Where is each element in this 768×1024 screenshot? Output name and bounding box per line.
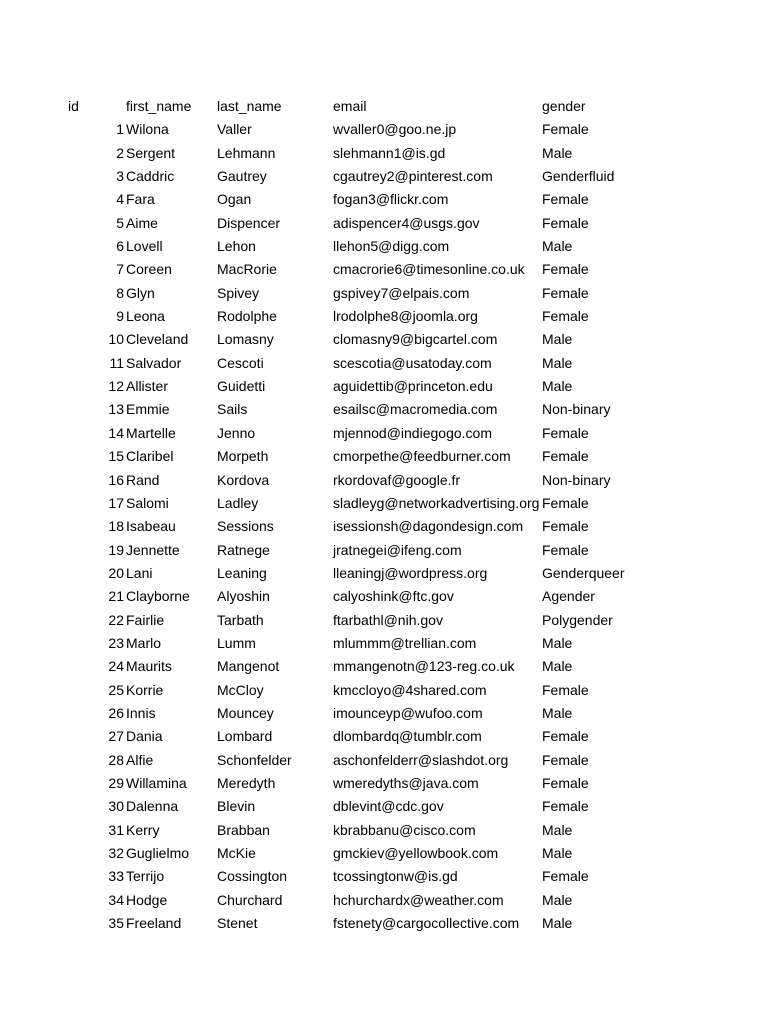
first-name-cell: Fairlie [126, 611, 165, 628]
gender-cell: Female [542, 541, 589, 558]
gender-cell: Male [542, 378, 573, 395]
email-cell: fstenety@cargocollective.com [333, 915, 520, 932]
table-row [0, 352, 768, 375]
table-row [0, 118, 768, 141]
id-cell: 16 [108, 471, 124, 488]
id-cell: 24 [108, 658, 124, 675]
first-name-cell: Glyn [126, 284, 155, 301]
first-name-cell: Dalenna [126, 798, 179, 815]
gender-cell: Female [542, 121, 589, 138]
last-name-cell: Schonfelder [217, 751, 292, 768]
table-row [0, 235, 768, 258]
last-name-cell: Churchard [217, 891, 283, 908]
email-cell: dlombardq@tumblr.com [333, 728, 482, 745]
last-name-cell: Valler [217, 121, 252, 138]
gender-cell: Female [542, 191, 589, 208]
header-id: id [68, 98, 79, 114]
gender-cell: Male [542, 704, 573, 721]
table-row [0, 889, 768, 912]
id-cell: 29 [108, 774, 124, 791]
table-row [0, 609, 768, 632]
last-name-cell: Dispencer [217, 214, 281, 231]
first-name-cell: Freeland [126, 915, 182, 932]
first-name-cell: Sergent [126, 144, 176, 161]
id-cell: 11 [109, 354, 124, 371]
gender-cell: Genderqueer [542, 564, 625, 581]
first-name-cell: Hodge [126, 891, 168, 908]
email-cell: esailsc@macromedia.com [333, 401, 498, 418]
table-row [0, 772, 768, 795]
last-name-cell: Gautrey [217, 168, 267, 185]
first-name-cell: Emmie [126, 401, 170, 418]
email-cell: llehon5@digg.com [333, 238, 450, 255]
last-name-cell: Tarbath [217, 611, 264, 628]
email-cell: gspivey7@elpais.com [333, 284, 470, 301]
id-cell: 31 [108, 821, 124, 838]
table-row [0, 212, 768, 235]
gender-cell: Female [542, 308, 589, 325]
id-cell: 9 [116, 308, 124, 325]
last-name-cell: Leaning [217, 564, 267, 581]
id-cell: 22 [108, 611, 124, 628]
gender-cell: Female [542, 518, 589, 535]
last-name-cell: Mangenot [217, 658, 280, 675]
gender-cell: Genderfluid [542, 168, 615, 185]
email-cell: mjennod@indiegogo.com [333, 424, 492, 441]
id-cell: 15 [108, 448, 124, 465]
table-row [0, 445, 768, 468]
last-name-cell: Lumm [217, 634, 256, 651]
table-row [0, 865, 768, 888]
email-cell: wmeredyths@java.com [333, 774, 479, 791]
gender-cell: Polygender [542, 611, 613, 628]
last-name-cell: Lehmann [217, 144, 276, 161]
id-cell: 17 [108, 494, 124, 511]
table-row [0, 842, 768, 865]
gender-cell: Female [542, 214, 589, 231]
gender-cell: Female [542, 424, 589, 441]
id-cell: 5 [116, 214, 124, 231]
last-name-cell: Alyoshin [217, 588, 270, 605]
first-name-cell: Jennette [126, 541, 180, 558]
gender-cell: Male [542, 331, 573, 348]
id-cell: 21 [108, 588, 124, 605]
email-cell: aschonfelderr@slashdot.org [333, 751, 509, 768]
table-row [0, 562, 768, 585]
table-row [0, 655, 768, 678]
table-row [0, 749, 768, 772]
table-row [0, 258, 768, 281]
table-row [0, 702, 768, 725]
first-name-cell: Lani [126, 564, 153, 581]
gender-cell: Male [542, 845, 573, 861]
gender-cell: Female [542, 868, 589, 885]
table-body [0, 118, 768, 935]
last-name-cell: Lombard [217, 728, 273, 745]
email-cell: jratnegei@ifeng.com [333, 541, 462, 558]
table-row [0, 188, 768, 211]
table-row [0, 398, 768, 421]
first-name-cell: Korrie [126, 681, 164, 698]
first-name-cell: Maurits [126, 658, 172, 675]
first-name-cell: Claribel [126, 448, 174, 465]
table-row [0, 282, 768, 305]
email-cell: mlummm@trellian.com [333, 634, 477, 651]
first-name-cell: Cleveland [126, 331, 189, 348]
first-name-cell: Kerry [126, 821, 160, 838]
header-email: email [333, 98, 367, 114]
last-name-cell: McKie [217, 845, 256, 861]
table-row [0, 492, 768, 515]
last-name-cell: Meredyth [217, 774, 276, 791]
last-name-cell: Mouncey [217, 704, 274, 721]
email-cell: gmckiev@yellowbook.com [333, 845, 499, 861]
gender-cell: Female [542, 751, 589, 768]
id-cell: 35 [108, 915, 124, 932]
first-name-cell: Allister [126, 378, 169, 395]
gender-cell: Female [542, 774, 589, 791]
email-cell: adispencer4@usgs.gov [333, 214, 480, 231]
last-name-cell: Brabban [217, 821, 270, 838]
last-name-cell: Ratnege [217, 541, 270, 558]
email-cell: hchurchardx@weather.com [333, 891, 504, 908]
header-row [0, 95, 768, 118]
table-row [0, 585, 768, 608]
gender-cell: Female [542, 284, 589, 301]
last-name-cell: Morpeth [217, 448, 269, 465]
id-cell: 30 [108, 798, 124, 815]
gender-cell: Agender [542, 588, 595, 605]
gender-cell: Male [542, 821, 573, 838]
last-name-cell: Blevin [217, 798, 256, 815]
id-cell: 3 [116, 168, 124, 185]
last-name-cell: McCloy [217, 681, 264, 698]
id-cell: 6 [116, 238, 124, 255]
id-cell: 26 [108, 704, 124, 721]
id-cell: 8 [116, 284, 124, 301]
last-name-cell: Stenet [217, 915, 258, 932]
email-cell: imounceyp@wufoo.com [333, 704, 483, 721]
gender-cell: Male [542, 238, 573, 255]
first-name-cell: Guglielmo [126, 845, 190, 861]
email-cell: lrodolphe8@joomla.org [333, 308, 478, 325]
id-cell: 10 [108, 331, 124, 348]
first-name-cell: Leona [126, 308, 165, 325]
gender-cell: Male [542, 144, 573, 161]
last-name-cell: Cescoti [217, 354, 264, 371]
gender-cell: Male [542, 658, 573, 675]
id-cell: 18 [108, 518, 124, 535]
first-name-cell: Caddric [126, 168, 175, 185]
first-name-cell: Willamina [126, 774, 187, 791]
email-cell: lleaningj@wordpress.org [333, 564, 488, 581]
first-name-cell: Alfie [126, 751, 154, 768]
gender-cell: Female [542, 681, 589, 698]
email-cell: kmccloyo@4shared.com [333, 681, 487, 698]
last-name-cell: Sessions [217, 518, 274, 535]
gender-cell: Male [542, 915, 573, 932]
table-row [0, 632, 768, 655]
email-cell: cmorpethe@feedburner.com [333, 448, 511, 465]
table-row [0, 679, 768, 702]
table-row [0, 375, 768, 398]
email-cell: aguidettib@princeton.edu [333, 378, 493, 395]
last-name-cell: Spivey [217, 284, 260, 301]
id-cell: 4 [116, 191, 124, 208]
first-name-cell: Isabeau [126, 518, 176, 535]
first-name-cell: Terrijo [126, 868, 165, 885]
last-name-cell: Guidetti [217, 378, 266, 395]
first-name-cell: Lovell [126, 238, 163, 255]
last-name-cell: Jenno [217, 424, 256, 441]
email-cell: cgautrey2@pinterest.com [333, 168, 493, 185]
last-name-cell: Rodolphe [217, 308, 277, 325]
last-name-cell: Lehon [217, 238, 256, 255]
id-cell: 34 [108, 891, 124, 908]
header-first-name: first_name [126, 98, 192, 114]
header-gender: gender [542, 98, 586, 114]
email-cell: dblevint@cdc.gov [333, 798, 444, 815]
id-cell: 12 [108, 378, 124, 395]
table-row [0, 422, 768, 445]
first-name-cell: Dania [126, 728, 163, 745]
email-cell: calyoshink@ftc.gov [333, 588, 454, 605]
gender-cell: Female [542, 728, 589, 745]
id-cell: 2 [116, 144, 124, 161]
table-row [0, 725, 768, 748]
id-cell: 25 [108, 681, 124, 698]
first-name-cell: Salvador [126, 354, 182, 371]
id-cell: 23 [108, 634, 124, 651]
gender-cell: Female [542, 494, 589, 511]
gender-cell: Male [542, 354, 573, 371]
email-cell: scescotia@usatoday.com [333, 354, 492, 371]
table-row [0, 305, 768, 328]
table-row [0, 165, 768, 188]
gender-cell: Female [542, 448, 589, 465]
first-name-cell: Wilona [126, 121, 169, 138]
email-cell: mmangenotn@123-reg.co.uk [333, 658, 515, 675]
last-name-cell: Sails [217, 401, 248, 418]
last-name-cell: MacRorie [217, 261, 277, 278]
table-row [0, 912, 768, 935]
table-row [0, 142, 768, 165]
header-last-name: last_name [217, 98, 282, 114]
gender-cell: Male [542, 634, 573, 651]
last-name-cell: Cossington [217, 868, 288, 885]
email-cell: isessionsh@dagondesign.com [333, 518, 524, 535]
id-cell: 13 [108, 401, 124, 418]
table-row [0, 795, 768, 818]
id-cell: 19 [108, 541, 124, 558]
first-name-cell: Aime [126, 214, 158, 231]
gender-cell: Non-binary [542, 471, 611, 488]
email-cell: tcossingtonw@is.gd [333, 868, 458, 885]
first-name-cell: Coreen [126, 261, 172, 278]
table-row [0, 328, 768, 351]
id-cell: 1 [116, 121, 124, 138]
email-cell: clomasny9@bigcartel.com [333, 331, 498, 348]
first-name-cell: Innis [126, 704, 156, 721]
gender-cell: Male [542, 891, 573, 908]
first-name-cell: Marlo [126, 634, 162, 651]
first-name-cell: Martelle [126, 424, 176, 441]
id-cell: 27 [108, 728, 124, 745]
last-name-cell: Kordova [217, 471, 270, 488]
first-name-cell: Rand [126, 471, 160, 488]
id-cell: 7 [116, 261, 124, 278]
email-cell: wvaller0@goo.ne.jp [333, 121, 457, 138]
email-cell: cmacrorie6@timesonline.co.uk [333, 261, 525, 278]
first-name-cell: Salomi [126, 494, 169, 511]
email-cell: slehmann1@is.gd [333, 144, 446, 161]
first-name-cell: Clayborne [126, 588, 190, 605]
last-name-cell: Ogan [217, 191, 252, 208]
last-name-cell: Lomasny [217, 331, 274, 348]
id-cell: 32 [108, 845, 124, 861]
table-row [0, 469, 768, 492]
email-cell: kbrabbanu@cisco.com [333, 821, 476, 838]
last-name-cell: Ladley [217, 494, 259, 511]
email-cell: sladleyg@networkadvertising.org [333, 494, 540, 511]
email-cell: rkordovaf@google.fr [333, 471, 461, 488]
email-cell: ftarbathl@nih.gov [333, 611, 443, 628]
gender-cell: Female [542, 261, 589, 278]
gender-cell: Female [542, 798, 589, 815]
id-cell: 28 [108, 751, 124, 768]
email-cell: fogan3@flickr.com [333, 191, 449, 208]
table-row [0, 515, 768, 538]
gender-cell: Non-binary [542, 401, 611, 418]
id-cell: 14 [108, 424, 124, 441]
data-table [0, 95, 768, 935]
table-row [0, 819, 768, 842]
id-cell: 20 [108, 564, 124, 581]
id-cell: 33 [108, 868, 124, 885]
first-name-cell: Fara [126, 191, 155, 208]
table-row [0, 539, 768, 562]
